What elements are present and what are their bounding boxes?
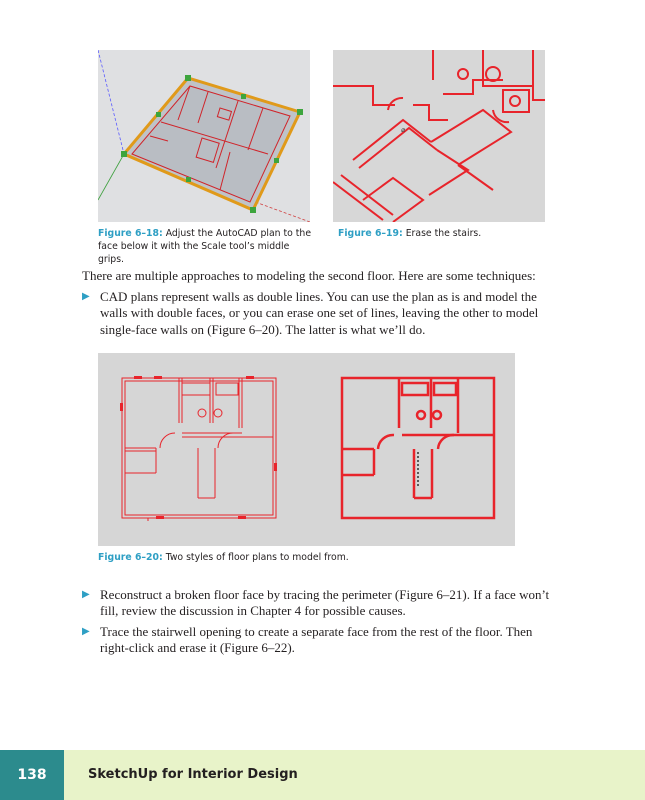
bullet-2-marker: ▶ xyxy=(82,589,90,600)
svg-text:⌀: ⌀ xyxy=(401,126,406,134)
intro-paragraph: There are multiple approaches to modeling the second floor. Here are some techniques: xyxy=(82,268,536,283)
book-title: SketchUp for Interior Design xyxy=(88,767,298,782)
figure-6-18-caption-line1: Adjust the AutoCAD plan to the xyxy=(165,228,312,239)
figure-6-20-image xyxy=(98,353,515,546)
bullet-3-line-1: Trace the stairwell opening to create a separate face from the rest of the floor. Then xyxy=(100,624,533,639)
erased-stairs-drawing xyxy=(333,50,545,222)
single-line-plan xyxy=(342,378,494,518)
bullet-1-marker: ▶ xyxy=(82,291,90,302)
figure-6-18-image xyxy=(98,50,310,222)
figure-6-18-caption xyxy=(98,227,318,266)
figure-6-20-caption xyxy=(98,551,498,564)
bullet-1-line-2: walls with double faces, or you can erase one set of lines, leaving the other to model xyxy=(100,305,539,321)
bullet-3-line-2: right-click and erase it (Figure 6–22). xyxy=(100,640,295,656)
figure-6-19-caption xyxy=(338,227,558,240)
bullet-2-line-1: Reconstruct a broken floor face by tracing the perimeter (Figure 6–21). If a face won’t xyxy=(100,587,550,602)
figure-6-19-label: Figure 6–19: xyxy=(338,228,403,239)
bullet-1-text xyxy=(100,289,560,338)
bullet-2-text xyxy=(100,587,560,620)
two-floor-plans-drawing xyxy=(98,353,515,546)
bullet-2-line-2: fill, review the discussion in Chapter 4 for possible causes. xyxy=(100,603,406,619)
figure-6-18-caption-line2: face below it with the Scale tool’s middle grips. xyxy=(98,241,290,265)
page-number: 138 xyxy=(0,750,64,800)
figure-6-20-caption-text: Two styles of floor plans to model from. xyxy=(165,552,349,563)
figure-6-18-label: Figure 6–18: xyxy=(98,228,163,239)
bullet-1-line-1: CAD plans represent walls as double lines. You can use the plan as is and model the xyxy=(100,289,537,304)
bullet-3-text xyxy=(100,624,560,657)
bullet-1-line-3: single-face walls on (Figure 6–20). The latter is what we’ll do. xyxy=(100,321,426,337)
stair-dots xyxy=(417,452,419,486)
scaled-plan-3d-drawing xyxy=(98,50,310,222)
double-line-plan xyxy=(122,378,276,521)
bullet-3-marker: ▶ xyxy=(82,626,90,637)
figure-6-19-image xyxy=(333,50,545,222)
figure-6-19-caption-text: Erase the stairs. xyxy=(405,228,482,239)
figure-6-20-label: Figure 6–20: xyxy=(98,552,163,563)
